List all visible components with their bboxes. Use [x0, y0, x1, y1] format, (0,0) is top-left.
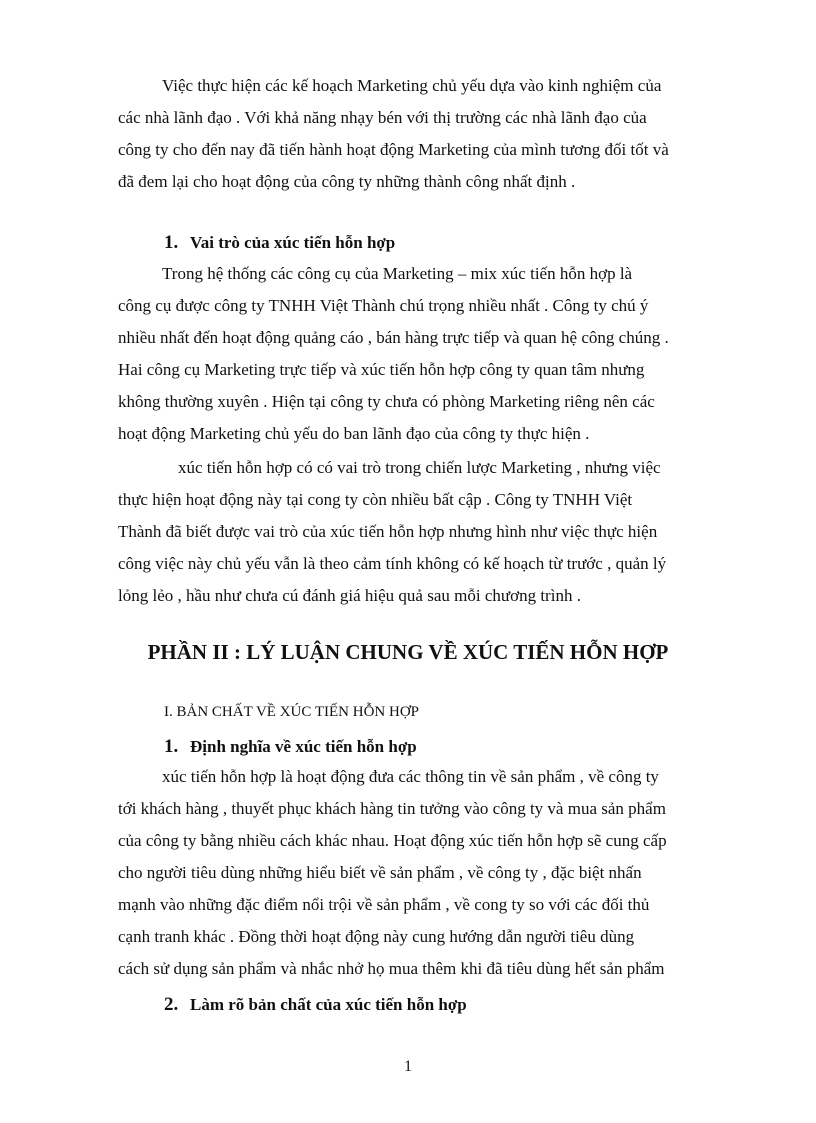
section-number: 2.	[164, 994, 179, 1015]
section-heading-nature	[118, 989, 738, 1021]
text-line: Việc thực hiện các kế hoạch Marketing chủ yếu dựa vào kinh nghiệm của	[162, 76, 662, 95]
text-line: các nhà lãnh đạo . Với khả năng nhạy bén với thị trường các nhà lãnh đạo của	[118, 108, 647, 127]
definition-paragraph	[118, 761, 738, 985]
role-paragraph-1	[118, 258, 738, 450]
subsection-title	[164, 703, 784, 721]
page-number: 1	[404, 1058, 412, 1075]
text-line: cạnh tranh khác . Đồng thời hoạt động này cung hướng dẫn người tiêu dùng	[118, 927, 635, 946]
text-line: xúc tiến hỗn hợp là hoạt động đưa các thông tin về sản phẩm , về công ty	[162, 767, 659, 786]
section-title: Vai trò của xúc tiến hỗn hợp	[190, 233, 396, 252]
section-number: 1.	[164, 232, 179, 253]
text-line: Hai công cụ Marketing trực tiếp và xúc tiến hỗn hợp công ty quan tâm nhưng	[118, 360, 645, 379]
section-title: Định nghĩa về xúc tiến hỗn hợp	[190, 737, 417, 756]
section-title: Làm rõ bản chất của xúc tiến hỗn hợp	[190, 995, 467, 1014]
section-number: 1.	[164, 736, 179, 757]
section-heading-role	[118, 227, 738, 259]
text-line: xúc tiến hỗn hợp có có vai trò trong chiến lược Marketing , nhưng việc	[178, 458, 661, 477]
part-title: PHẦN II : LÝ LUẬN CHUNG VỀ XÚC TIẾN HỖN HỢP	[147, 640, 669, 664]
role-paragraph-2	[118, 452, 738, 612]
subsection-label: I. BẢN CHẤT VỀ XÚC TIẾN HỖN HỢP	[164, 704, 420, 720]
text-line: Trong hệ thống các công cụ của Marketing – mix xúc tiến hỗn hợp là	[162, 264, 633, 283]
text-line: cho người tiêu dùng những hiểu biết về sản phẩm , về công ty , đặc biệt nhấn	[118, 863, 642, 882]
text-line: công ty cho đến nay đã tiến hành hoạt động Marketing của mình tương đối tốt và	[118, 140, 669, 159]
text-line: hoạt động Marketing chủ yếu do ban lãnh đạo của công ty thực hiện .	[118, 424, 590, 443]
text-line: công cụ được công ty TNHH Việt Thành chú trọng nhiều nhất . Công ty chú ý	[118, 296, 649, 315]
text-line: tới khách hàng , thuyết phục khách hàng tin tưởng vào công ty và mua sản phẩm	[118, 799, 666, 818]
text-line: không thường xuyên . Hiện tại công ty chưa có phòng Marketing riêng nên các	[118, 392, 655, 411]
text-line: mạnh vào những đặc điểm nổi trội về sản phẩm , về cong ty so với các đối thủ	[118, 895, 650, 914]
section-heading-definition	[118, 731, 738, 763]
text-line: cách sử dụng sản phẩm và nhắc nhở họ mua thêm khi đã tiêu dùng hết sản phẩm	[118, 959, 665, 978]
text-line: Thành đã biết được vai trò của xúc tiến hỗn hợp nhưng hình như việc thực hiện	[118, 522, 658, 541]
text-line: nhiều nhất đến hoạt động quảng cáo , bán hàng trực tiếp và quan hệ công chúng .	[118, 328, 669, 347]
text-line: lỏng lẻo , hầu như chưa cú đánh giá hiệu quả sau mỗi chương trình .	[118, 586, 581, 605]
text-line: đã đem lại cho hoạt động của công ty những thành công nhất định .	[118, 172, 576, 191]
text-line: của công ty bằng nhiều cách khác nhau. Hoạt động xúc tiến hỗn hợp sẽ cung cấp	[118, 831, 667, 850]
text-line: công việc này chủ yếu vẫn là theo cảm tính không có kế hoạch từ trước , quản lý	[118, 554, 667, 573]
intro-paragraph	[118, 70, 738, 198]
text-line: thực hiện hoạt động này tại cong ty còn nhiều bất cập . Công ty TNHH Việt	[118, 490, 633, 509]
